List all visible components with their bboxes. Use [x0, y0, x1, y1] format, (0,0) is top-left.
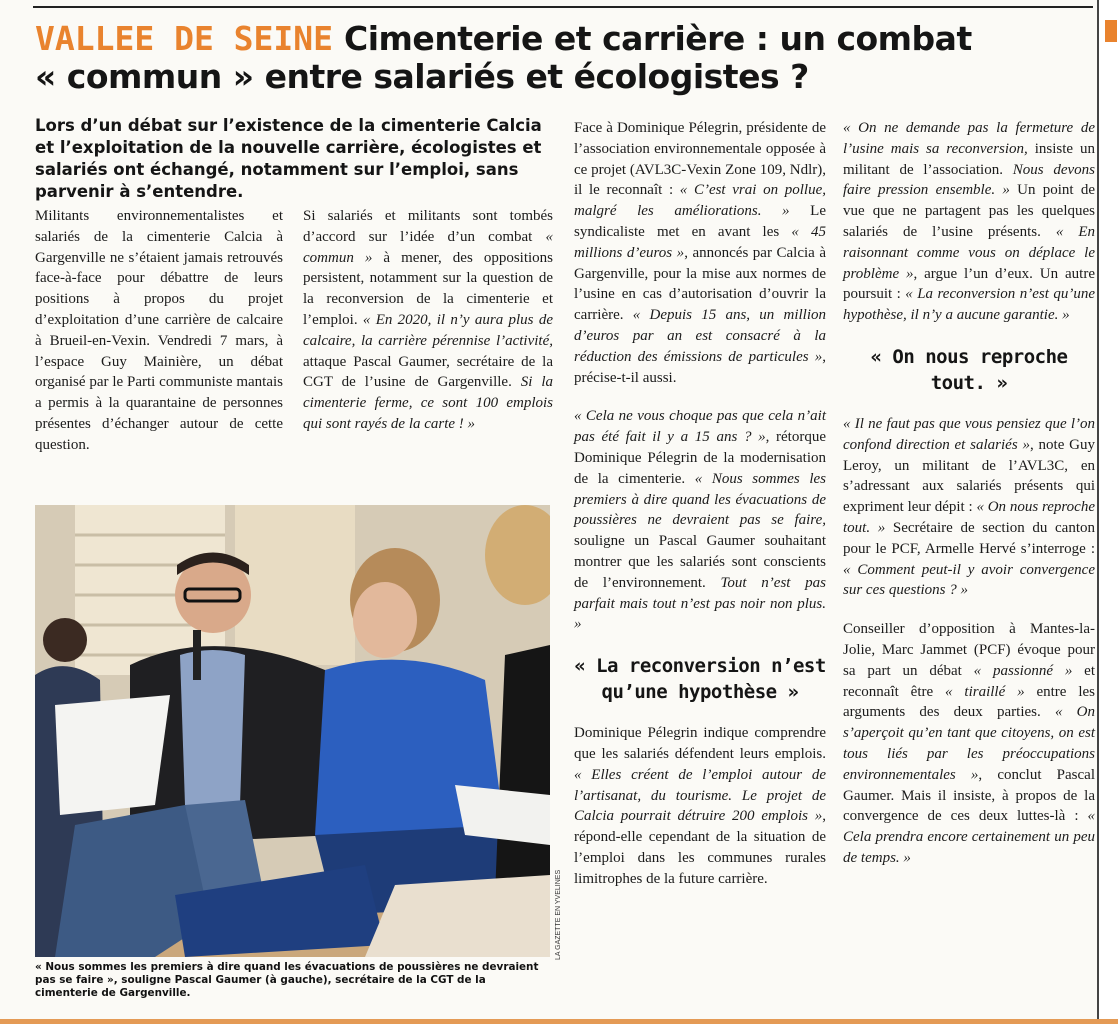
article-photo: [35, 505, 550, 957]
text-run: , conclut Pascal Gaumer. Mais il insiste, à propos de la convergence de ces deux luttes-là :: [843, 766, 1095, 825]
paragraph: [303, 206, 553, 435]
kicker: VALLEE DE SEINE: [35, 19, 334, 58]
quote: « Comment peut-il y avoir convergence sur ces questions ? »: [843, 561, 1095, 599]
quote: « tiraillé »: [945, 683, 1025, 700]
paragraph: [574, 406, 826, 635]
text-run: Un point de vue que ne partagent pas les quelques salariés de l’usine présents.: [843, 182, 1095, 240]
text-run: , argue l’un d’eux. Un autre poursuit :: [843, 265, 1095, 303]
quote: « En raisonnant comme vous on déplace le problème »: [843, 223, 1095, 282]
paragraph: [843, 414, 1095, 601]
text-run: Militants environnementalistes et salariés de la cimenterie Calcia à Gargenville ne s’étaient jamais retrouvés face-à-face pour débattre de leurs positions à propos du projet d’exploitation d’une carrière de calcaire à Brueil-en-Vexin. Vendredi 7 mars, à l’espace Guy Mainière, un débat organisé par le Parti communiste mantais a permis à la quarantaine de personnes présentes d’échanger autour de cette question.: [35, 208, 283, 453]
subheading-reproche: « On nous reproche tout. »: [870, 345, 1068, 394]
quote: « Cela ne vous choque pas que cela n’ait pas été fait il y a 15 ans ? »: [574, 408, 826, 446]
text-run: , annoncés par Calcia à Gargenville, pour la mise aux normes de l’usine en cas d’autorisation d’ouvrir la carrière.: [574, 244, 826, 324]
quote: « passionné »: [973, 662, 1073, 679]
text-run: Conseiller d’opposition à Mantes-la-Jolie, Marc Jammet (PCF) évoque pour sa part un débat: [843, 621, 1095, 679]
quote: « commun »: [303, 228, 553, 266]
column-4: [843, 118, 1095, 869]
paragraph: [574, 723, 826, 889]
text-run: Face à Dominique Pélegrin, présidente de l’association environnementale opposée à ce projet (AVL3C-Vexin Zone 109, Ndlr), il le reconnaît :: [574, 120, 826, 199]
lede: Lors d’un débat sur l’existence de la cimenterie Calcia et l’exploitation de la nouvelle carrière, écologistes et salariés ont échangé, notamment sur l’emploi, sans parvenir à s’entendre.: [35, 116, 542, 201]
bottom-bar: [0, 1019, 1118, 1024]
debate-photo-illustration: [35, 505, 550, 957]
column-3: [574, 118, 826, 890]
top-rule: [33, 6, 1093, 8]
quote: « En 2020, il n’y aura plus de calcaire, la carrière pérennise l’activité,: [303, 311, 553, 349]
headline: [35, 20, 1085, 96]
quote: « On s’aperçoit qu’en tant que citoyens, on est tous liés par les préoccupations environnementales »: [843, 704, 1095, 783]
text-run: Le syndicaliste met en avant les: [574, 203, 826, 240]
photo-caption: « Nous sommes les premiers à dire quand les évacuations de poussières ne devraient pas se faire », souligne Pascal Gaumer (à gauche), secrétaire de la CGT de la cimenterie de Gargenville.: [35, 961, 539, 999]
quote: « Depuis 15 ans, un million d’euros par an est consacré à la réduction des émissions de particules »: [574, 307, 826, 365]
headline-line-1: Cimenterie et carrière : un combat: [344, 19, 972, 58]
column-1: [35, 206, 283, 456]
text-run: Dominique Pélegrin indique comprendre que les salariés défendent leurs emplois.: [574, 725, 826, 762]
text-run: insiste un militant de l’association.: [843, 140, 1095, 178]
headline-line-2: « commun » entre salariés et écologistes ?: [35, 57, 809, 96]
text-run: à mener, des oppositions persistent, notamment sur la question de la reconversion de la cimenterie et l’emploi.: [303, 249, 553, 328]
quote: « Elles créent de l’emploi autour de l’artisanat, du tourisme. Le projet de Calcia pourrait détruire 200 emplois »: [574, 766, 826, 825]
quote: « 45 millions d’euros »: [574, 223, 826, 261]
quote: « On ne demande pas la fermeture de l’usine mais sa reconversion,: [843, 120, 1095, 157]
quote: Tout n’est pas parfait mais tout n’est pas noir non plus. »: [574, 574, 826, 633]
text-run: , rétorque Dominique Pélegrin de la modernisation de la cimenterie.: [574, 429, 826, 487]
quote: « Nous sommes les premiers à dire quand les évacuations de poussières ne devraient pas se faire,: [574, 470, 826, 529]
column-2: [303, 206, 553, 435]
text-run: Secrétaire de section du canton pour le PCF, Armelle Hervé s’interroge :: [843, 519, 1095, 557]
text-run: attaque Pascal Gaumer, secrétaire de la CGT de l’usine de Gargenville.: [303, 353, 553, 391]
paragraph: [574, 118, 826, 388]
quote: « C’est vrai on pollue, malgré les améliorations. »: [574, 182, 826, 220]
text-run: souligne un Pascal Gaumer souhaitant montrer que les salariés sont conscients de l’environnement.: [574, 533, 826, 591]
quote: « Il ne faut pas que vous pensiez que l’on confond direction et salariés »: [843, 415, 1095, 453]
subheading-reconversion: « La reconversion n’est qu’une hypothèse »: [574, 655, 826, 704]
text-run: , précise-t-il aussi.: [574, 348, 826, 386]
paragraph: [843, 619, 1095, 869]
text-run: et reconnaît être: [843, 662, 1096, 700]
adjacent-page-edge: [1097, 0, 1118, 1024]
paragraph: [35, 206, 283, 456]
text-run: entre les arguments des deux parties.: [843, 683, 1095, 721]
photo-credit: [551, 860, 563, 960]
quote: Si la cimenterie ferme, ce sont 100 emplois qui sont rayés de la carte ! »: [303, 374, 554, 432]
paragraph: [843, 118, 1095, 326]
quote: « Cela prendra encore certainement un peu de temps. »: [843, 808, 1095, 866]
quote: « La reconversion n’est qu’une hypothèse, il n’y a aucune garantie. »: [843, 286, 1095, 324]
photo-credit-text: LA GAZETTE EN YVELINES: [555, 869, 562, 960]
text-run: , répond-elle cependant de la situation de l’emploi dans les communes rurales limitrophes de la future carrière.: [574, 808, 826, 887]
orange-tab: [1105, 20, 1117, 42]
quote: Nous devons faire pression ensemble. »: [843, 161, 1095, 199]
text-run: , note Guy Leroy, un militant de l’AVL3C, en s’adressant aux salariés présents qui expriment leur dépit :: [843, 436, 1095, 516]
text-run: Si salariés et militants sont tombés d’accord sur l’idée d’un combat: [303, 208, 553, 245]
quote: « On nous reproche tout. »: [843, 499, 1095, 536]
